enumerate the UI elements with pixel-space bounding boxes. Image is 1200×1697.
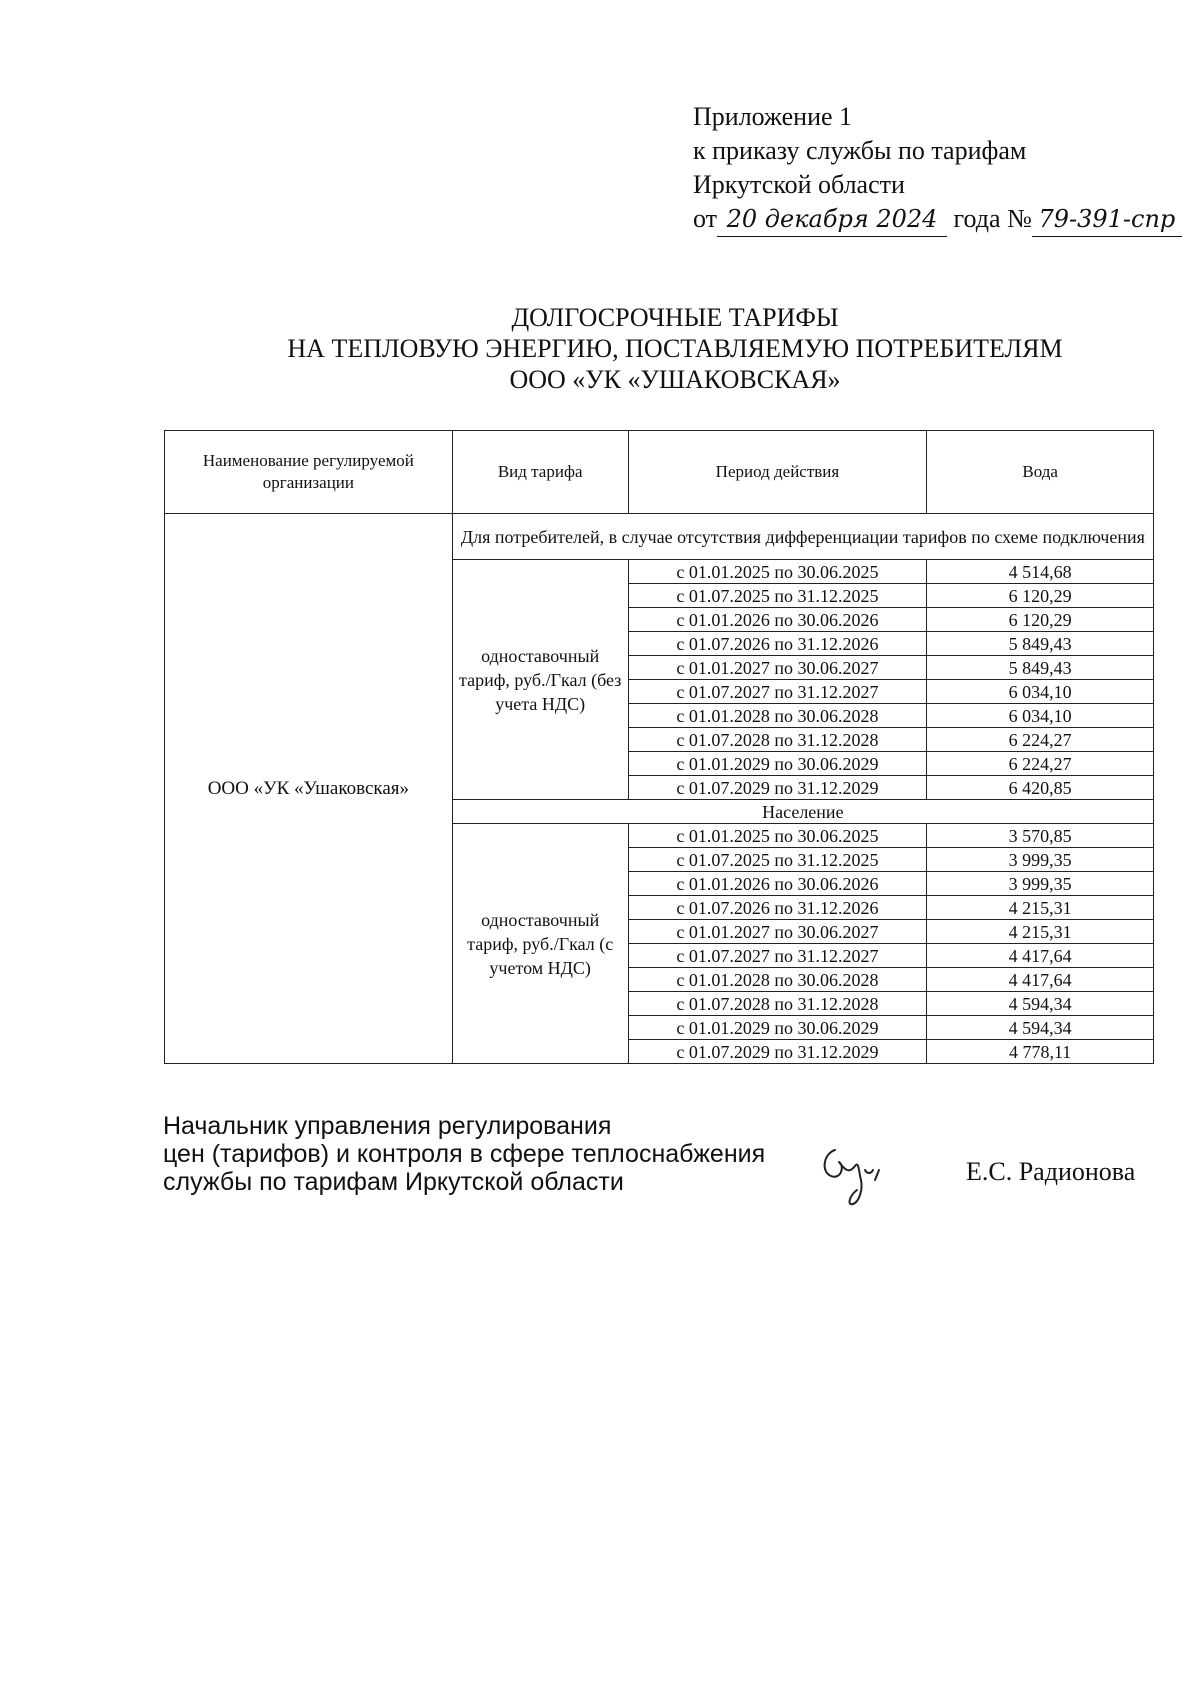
period-cell: с 01.01.2025 по 30.06.2025 [628, 560, 927, 584]
period-cell: с 01.01.2028 по 30.06.2028 [628, 704, 927, 728]
water-value-cell: 5 849,43 [927, 632, 1154, 656]
period-cell: с 01.01.2029 по 30.06.2029 [628, 1016, 927, 1040]
water-value-cell: 3 570,85 [927, 824, 1154, 848]
period-cell: с 01.07.2028 по 31.12.2028 [628, 728, 927, 752]
period-cell: с 01.01.2026 по 30.06.2026 [628, 872, 927, 896]
period-cell: с 01.01.2027 по 30.06.2027 [628, 656, 927, 680]
header-tariff-type: Вид тарифа [452, 431, 628, 514]
appendix-line-1: Приложение 1 [693, 102, 853, 131]
period-cell: с 01.07.2029 по 31.12.2029 [628, 776, 927, 800]
title-line-2: НА ТЕПЛОВУЮ ЭНЕРГИЮ, ПОСТАВЛЯЕМУЮ ПОТРЕБИТЕЛЯМ [287, 334, 1063, 363]
header-org: Наименование регулируемой организации [165, 431, 453, 514]
water-value-cell: 4 215,31 [927, 896, 1154, 920]
footer-line-1: Начальник управления регулирования [163, 1112, 612, 1140]
tariff-table [164, 430, 1154, 1064]
period-cell: с 01.07.2029 по 31.12.2029 [628, 1040, 927, 1064]
water-value-cell: 4 215,31 [927, 920, 1154, 944]
water-value-cell: 4 594,34 [927, 992, 1154, 1016]
handwritten-signature [815, 1140, 895, 1210]
period-cell: с 01.01.2028 по 30.06.2028 [628, 968, 927, 992]
year-word: года № [953, 204, 1032, 233]
from-prefix: от [693, 204, 718, 233]
title-line-3: ООО «УК «УШАКОВСКАЯ» [509, 365, 841, 394]
table-header-row [165, 431, 1154, 514]
appendix-block [693, 100, 1182, 237]
tariff-type-cell: одноставочный тариф, руб./Гкал (с учетом НДС) [452, 824, 628, 1064]
appendix-line-3: Иркутской области [693, 170, 905, 199]
appendix-date-line [693, 202, 1182, 237]
footer-line-2: цен (тарифов) и контроля в сфере теплоснабжения [163, 1140, 766, 1168]
period-cell: с 01.07.2026 по 31.12.2026 [628, 632, 927, 656]
water-value-cell: 4 417,64 [927, 944, 1154, 968]
period-cell: с 01.01.2029 по 30.06.2029 [628, 752, 927, 776]
footer-line-3: службы по тарифам Иркутской области [163, 1168, 624, 1196]
water-value-cell: 6 034,10 [927, 680, 1154, 704]
footer-block [163, 1112, 765, 1196]
water-value-cell: 6 120,29 [927, 608, 1154, 632]
water-value-cell: 4 778,11 [927, 1040, 1154, 1064]
appendix-line-2: к приказу службы по тарифам [693, 136, 1027, 165]
water-value-cell: 6 224,27 [927, 728, 1154, 752]
handwritten-number: 79-391-спр [1038, 205, 1176, 233]
signer-name: Е.С. Радионова [966, 1157, 1136, 1186]
group-label: Для потребителей, в случае отсутствия дифференциации тарифов по схеме подключения [452, 514, 1153, 560]
header-water: Вода [927, 431, 1154, 514]
water-value-cell: 6 224,27 [927, 752, 1154, 776]
period-cell: с 01.07.2027 по 31.12.2027 [628, 944, 927, 968]
title-line-1: ДОЛГОСРОЧНЫЕ ТАРИФЫ [511, 303, 839, 332]
period-cell: с 01.07.2025 по 31.12.2025 [628, 584, 927, 608]
period-cell: с 01.07.2028 по 31.12.2028 [628, 992, 927, 1016]
water-value-cell: 4 514,68 [927, 560, 1154, 584]
period-cell: с 01.01.2026 по 30.06.2026 [628, 608, 927, 632]
number-blank [1032, 202, 1182, 237]
water-value-cell: 4 417,64 [927, 968, 1154, 992]
date-blank [717, 202, 947, 237]
tariff-type-cell: одноставочный тариф, руб./Гкал (без учета НДС) [452, 560, 628, 800]
group-label: Население [452, 800, 1153, 824]
handwritten-date: 20 декабря 2024 [726, 205, 938, 233]
period-cell: с 01.01.2025 по 30.06.2025 [628, 824, 927, 848]
water-value-cell: 6 120,29 [927, 584, 1154, 608]
water-value-cell: 4 594,34 [927, 1016, 1154, 1040]
period-cell: с 01.07.2025 по 31.12.2025 [628, 848, 927, 872]
document-title [150, 302, 1200, 395]
table-body [165, 514, 1154, 1064]
water-value-cell: 6 034,10 [927, 704, 1154, 728]
header-period: Период действия [628, 431, 927, 514]
group-label-row [165, 514, 1154, 560]
period-cell: с 01.07.2026 по 31.12.2026 [628, 896, 927, 920]
period-cell: с 01.07.2027 по 31.12.2027 [628, 680, 927, 704]
organization-cell: ООО «УК «Ушаковская» [165, 514, 453, 1064]
water-value-cell: 5 849,43 [927, 656, 1154, 680]
water-value-cell: 3 999,35 [927, 848, 1154, 872]
water-value-cell: 6 420,85 [927, 776, 1154, 800]
water-value-cell: 3 999,35 [927, 872, 1154, 896]
period-cell: с 01.01.2027 по 30.06.2027 [628, 920, 927, 944]
